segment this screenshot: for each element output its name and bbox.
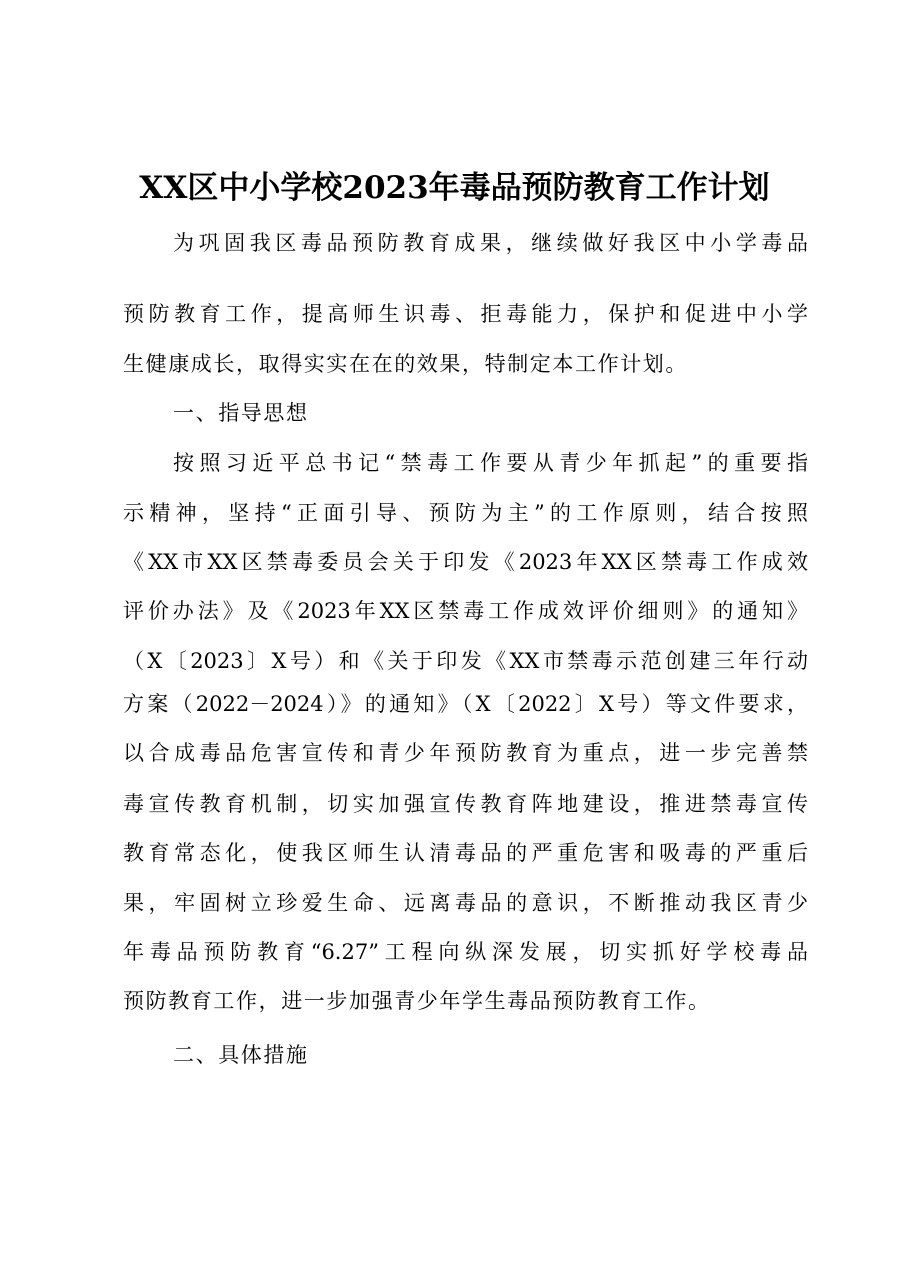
guiding-line-3: 《XX市XX区禁毒委员会关于印发《2023年XX区禁毒工作成效: [123, 550, 808, 574]
guiding-line-7: 以合成毒品危害宣传和青少年预防教育为重点，进一步完善禁: [123, 741, 808, 765]
guiding-line-5: （X〔2023〕X号）和《关于印发《XX市禁毒示范创建三年行动: [123, 649, 808, 673]
section-heading-2: 二、具体措施: [173, 1043, 309, 1067]
guiding-line-4: 评价办法》及《2023年XX区禁毒工作成效评价细则》的通知》: [123, 599, 808, 623]
guiding-line-10: 果，牢固树立珍爱生命、远离毒品的意识，不断推动我区青少: [123, 891, 808, 915]
guiding-line-9: 教育常态化，使我区师生认清毒品的严重危害和吸毒的严重后: [123, 841, 808, 865]
guiding-line-11: 年毒品预防教育“6.27”工程向纵深发展，切实抓好学校毒品: [123, 940, 808, 964]
guiding-line-6: 方案（2022－2024）》的通知》（X〔2022〕X号）等文件要求，: [123, 692, 808, 716]
intro-line-2: 预防教育工作，提高师生识毒、拒毒能力，保护和促进中小学: [123, 302, 808, 326]
guiding-line-2: 示精神，坚持“正面引导、预防为主”的工作原则，结合按照: [123, 501, 808, 525]
section-heading-1: 一、指导思想: [173, 401, 309, 425]
guiding-line-1: 按照习近平总书记“禁毒工作要从青少年抓起”的重要指: [173, 451, 808, 475]
intro-line-1: 为巩固我区毒品预防教育成果，继续做好我区中小学毒品: [173, 231, 808, 255]
guiding-line-12: 预防教育工作，进一步加强青少年学生毒品预防教育工作。: [123, 989, 711, 1013]
intro-line-3: 生健康成长，取得实实在在的效果，特制定本工作计划。: [123, 352, 688, 376]
document-title: XX区中小学校2023年毒品预防教育工作计划: [139, 170, 770, 206]
guiding-line-8: 毒宣传教育机制，切实加强宣传教育阵地建设，推进禁毒宣传: [123, 792, 808, 816]
